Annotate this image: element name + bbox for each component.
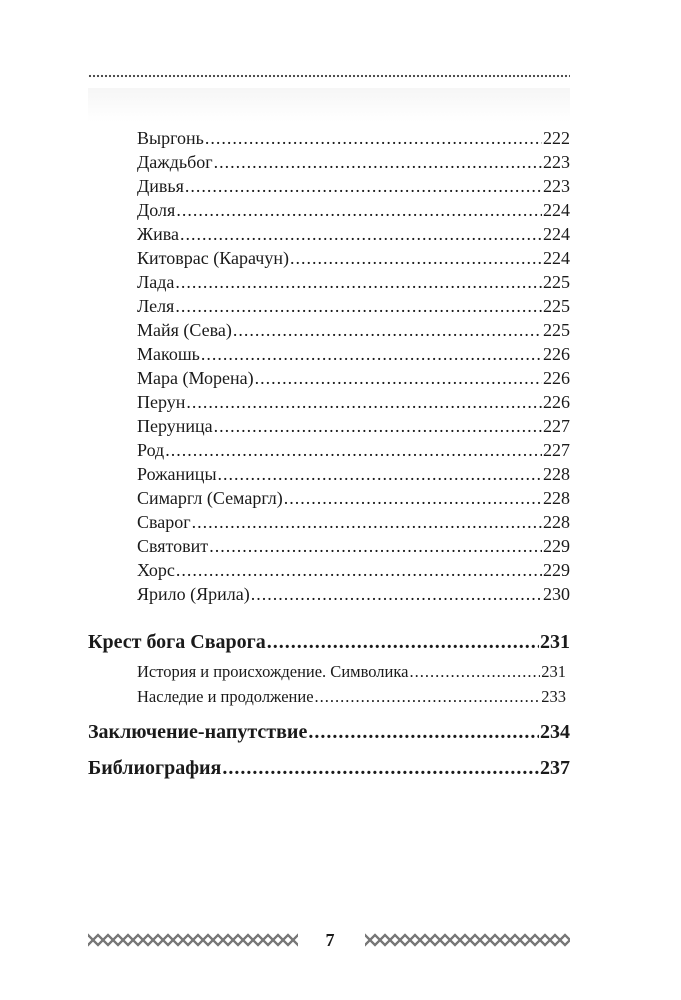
toc-entry: Перуница ..... 227 <box>137 416 570 437</box>
toc-section-conclusion: Заключение-напутствие ..... 234 <box>88 721 570 744</box>
footer-ornament-left <box>88 933 298 947</box>
toc-entry: Хорс ..... 229 <box>137 560 570 581</box>
header-shade <box>88 88 570 122</box>
toc-entry: Выргонь ..... 222 <box>137 128 570 149</box>
footer-ornament-right <box>365 933 570 947</box>
toc-entry: Макошь ..... 226 <box>137 344 570 365</box>
toc-entry: Симаргл (Семаргл) ..... 228 <box>137 488 570 509</box>
toc-section-bibliography: Библиография ..... 237 <box>88 757 570 780</box>
toc-entry: Ярило (Ярила) ..... 230 <box>137 584 570 605</box>
toc-entry: Мара (Морена) ..... 226 <box>137 368 570 389</box>
toc-entry: Сварог ..... 228 <box>137 512 570 533</box>
page-number: 7 <box>325 930 335 950</box>
toc-section-cross: Крест бога Сварога ..... 231 <box>88 631 570 654</box>
toc-entry: Перун ..... 226 <box>137 392 570 413</box>
toc-entry: Жива ..... 224 <box>137 224 570 245</box>
toc-entry: Майя (Сева) ..... 225 <box>137 320 570 341</box>
toc-entry: Святовит ..... 229 <box>137 536 570 557</box>
toc-subsection: История и происхождение. Символика ..... 231 <box>137 662 566 682</box>
toc-entry: Китоврас (Карачун) ..... 224 <box>137 248 570 269</box>
toc-entry: Лада ..... 225 <box>137 272 570 293</box>
top-dotted-border <box>88 74 570 82</box>
toc-entry: Рожаницы ..... 228 <box>137 464 570 485</box>
toc-entry: Род ..... 227 <box>137 440 570 461</box>
toc-entry: Дивья ..... 223 <box>137 176 570 197</box>
toc-entry: Леля ..... 225 <box>137 296 570 317</box>
toc-entry: Доля ..... 224 <box>137 200 570 221</box>
toc-entry: Даждьбог ..... 223 <box>137 152 570 173</box>
toc-subsection: Наследие и продолжение ..... 233 <box>137 687 566 707</box>
